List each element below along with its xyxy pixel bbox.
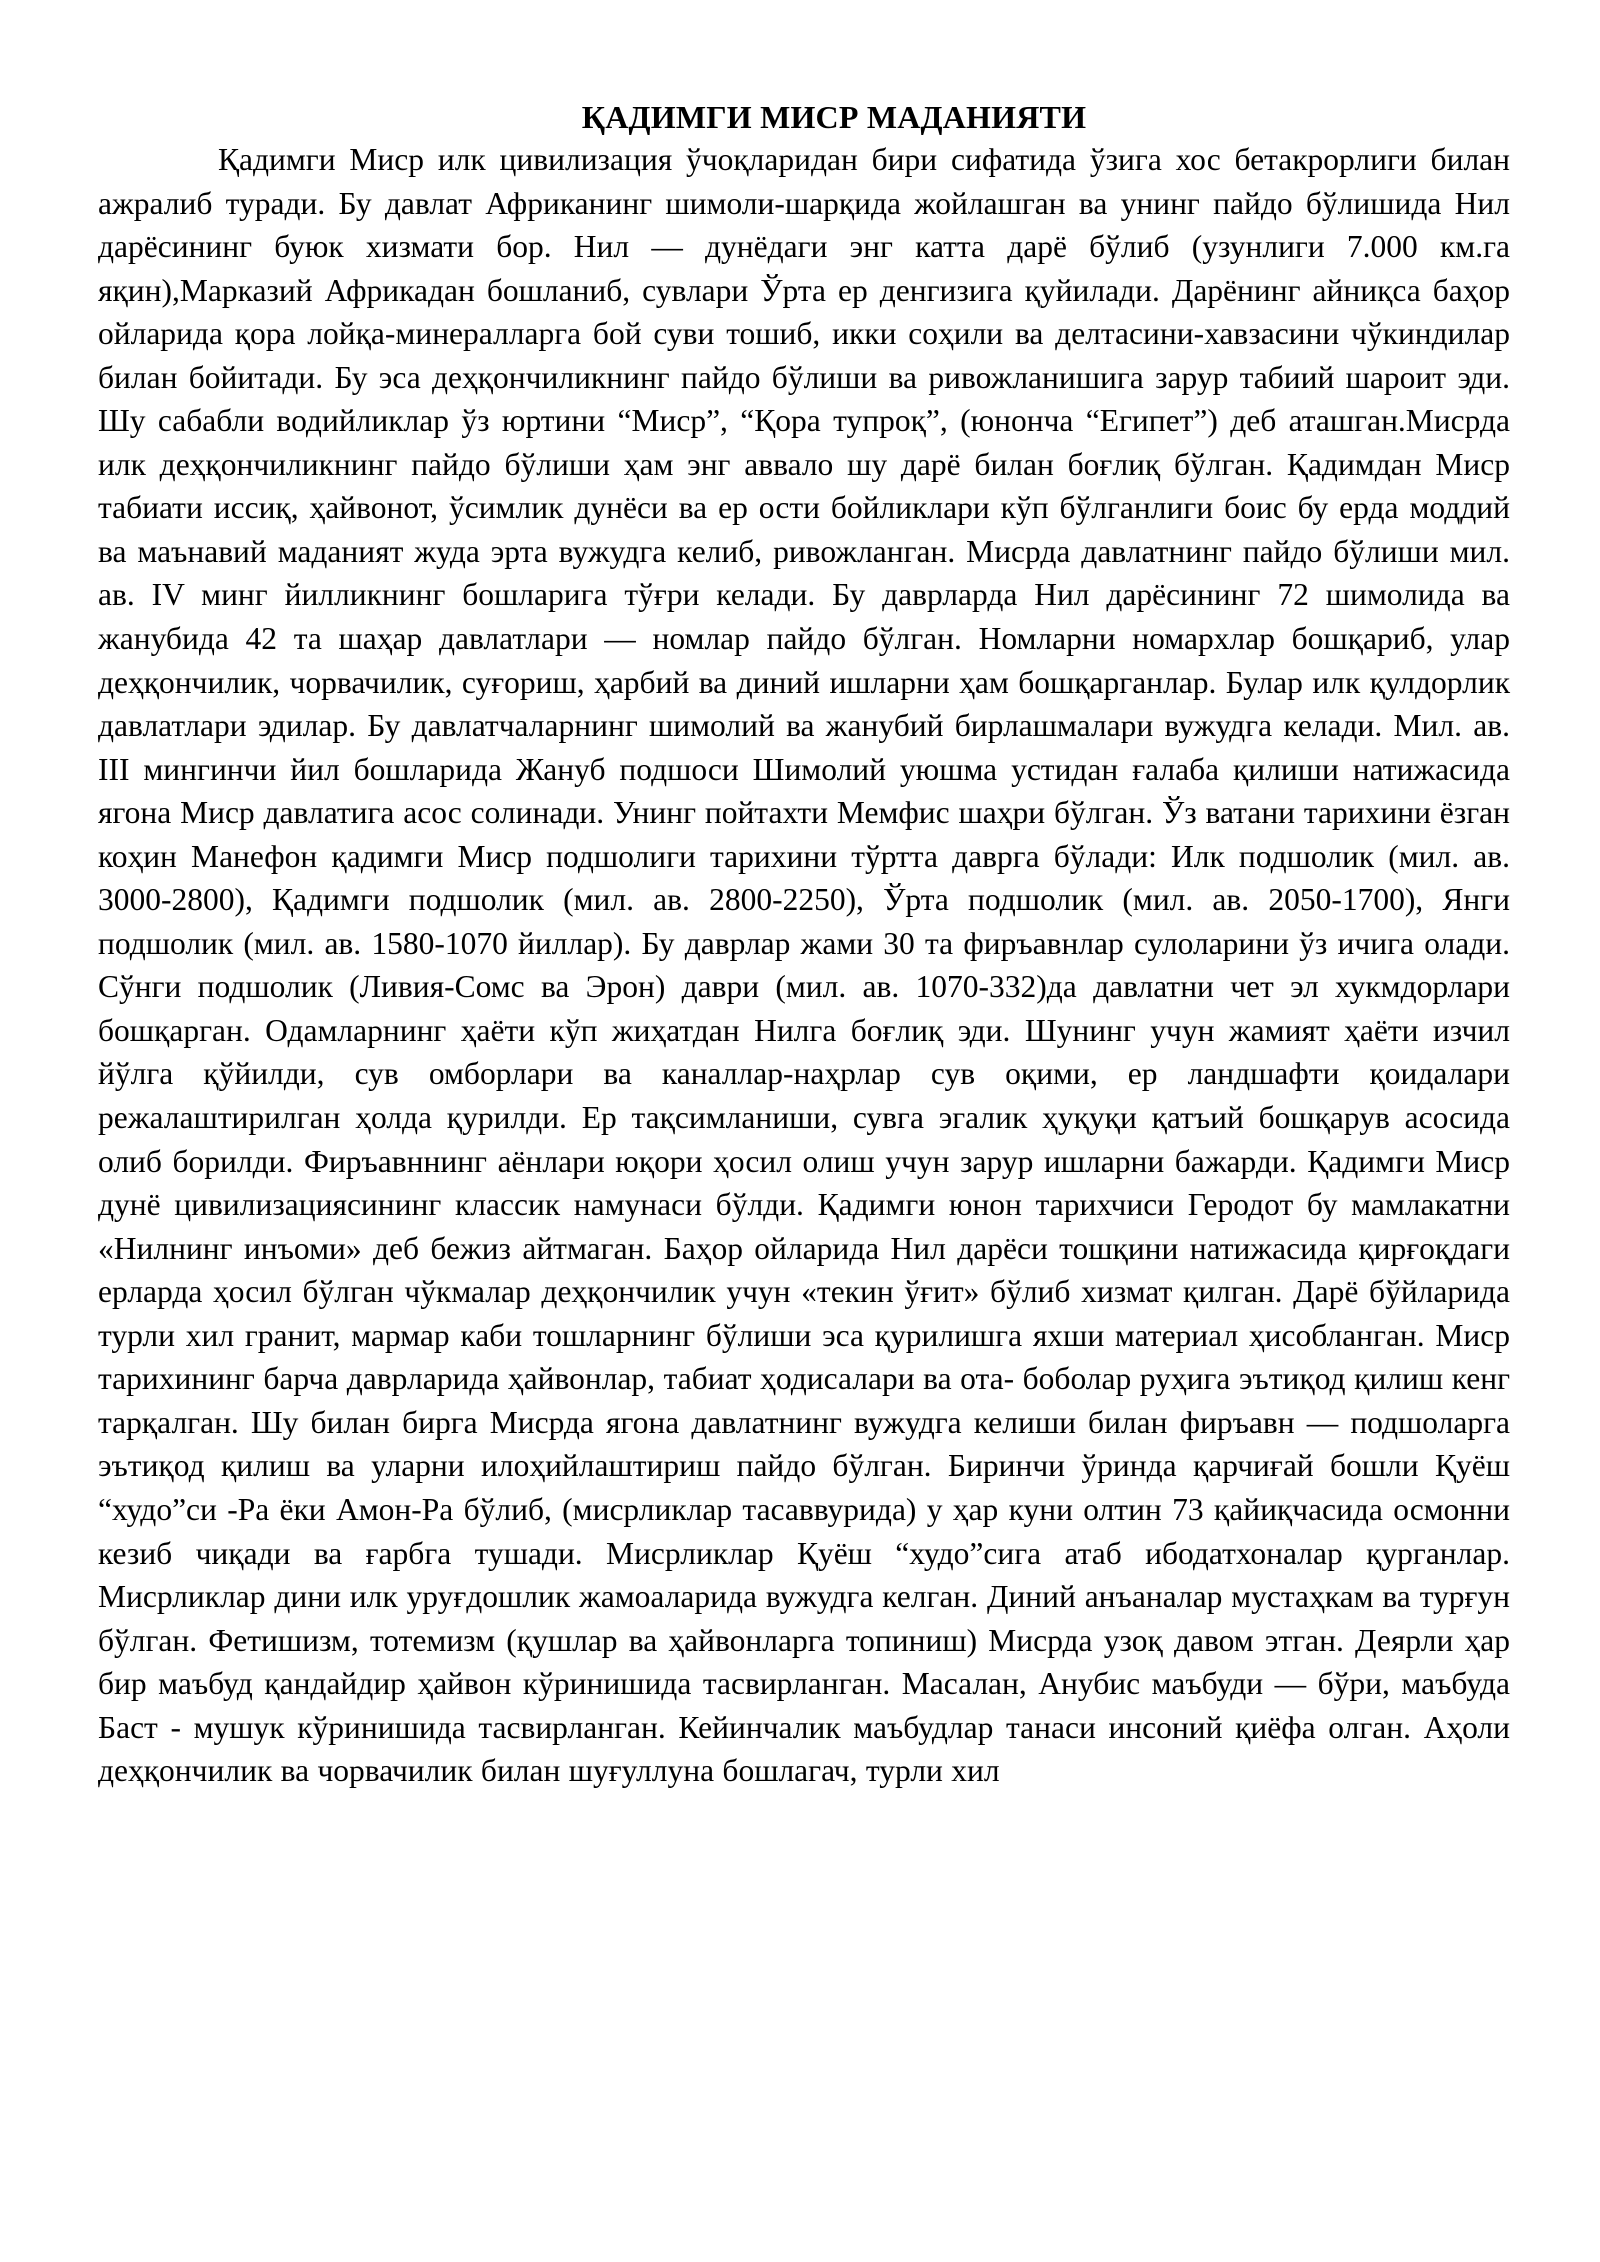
document-body-paragraph: Қадимги Миср илк цивилизация ўчоқларидан бири сифатида ўзига хос бетакрорлиги билан ажралиб туради. Бу давлат Африканинг шимоли-шарқида жойлашган ва унинг пайдо бўлишида Нил дарёсининг буюк хизмати бор. Нил — дунёдаги энг катта дарё бўлиб (узунлиги 7.000 км.га яқин),Марказий Африкадан бошланиб, сувлари Ўрта ер денгизига қуйилади. Дарёнинг айниқса баҳор ойларида қора лойқа-минералларга бой суви тошиб, икки соҳили ва делтасини-хавзасини чўкиндилар билан бойитади. Бу эса деҳқончиликнинг пайдо бўлиши ва ривожланишига зарур табиий шароит эди. Шу сабабли водийликлар ўз юртини “Миср”, “Қора тупроқ”, (юнонча “Египет”) деб аташган.Мисрда илк деҳқончиликнинг пайдо бўлиши ҳам энг аввало шу дарё билан боғлиқ бўлган. Қадимдан Миср табиати иссиқ, ҳайвонот, ўсимлик дунёси ва ер ости бойликлари кўп бўлганлиги боис бу ерда моддий ва маънавий маданият жуда эрта вужудга келиб, ривожланган. Мисрда давлатнинг пайдо бўлиши мил. ав. IV минг йилликнинг бошларига тўғри келади. Бу даврларда Нил дарёсининг 72 шимолида ва жанубида 42 та шаҳар давлатлари — номлар пайдо бўлган. Номларни номархлар бошқариб, улар деҳқончилик, чорвачилик, суғориш, ҳарбий ва диний ишларни ҳам бошқарганлар. Булар илк қулдорлик давлатлари эдилар. Бу давлатчаларнинг шимолий ва жанубий бирлашмалари вужудга келади. Мил. ав. III мингинчи йил бошларида Жануб подшоси Шимолий уюшма устидан ғалаба қилиши натижасида ягона Миср давлатига асос солинади. Унинг пойтахти Мемфис шаҳри бўлган. Ўз ватани тарихини ёзган коҳин Манефон қадимги Миср подшолиги тарихини тўртта даврга бўлади: Илк подшолик (мил. ав. 3000-2800), Қадимги подшолик (мил. ав. 2800-2250), Ўрта подшолик (мил. ав. 2050-1700), Янги подшолик (мил. ав. 1580-1070 йиллар). Бу даврлар жами 30 та фиръавнлар сулоларини ўз ичига олади. Сўнги подшолик (Ливия-Сомс ва Эрон) даври (мил. ав. 1070-332)да давлатни чет эл хукмдорлари бошқарган. Одамларнинг ҳаёти кўп жиҳатдан Нилга боғлиқ эди. Шунинг учун жамият ҳаёти изчил йўлга қўйилди, сув омборлари ва каналлар-наҳрлар сув оқими, ер ландшафти қоидалари режалаштирилган ҳолда қурилди. Ер тақсимланиши, сувга эгалик ҳуқуқи қатъий бошқарув асосида олиб борилди. Фиръавннинг аёнлари юқори ҳосил олиш учун зарур ишларни бажарди. Қадимги Миср дунё цивилизациясининг классик намунаси бўлди. Қадимги юнон тарихчиси Геродот бу мамлакатни «Нилнинг инъоми» деб бежиз айтмаган. Баҳор ойларида Нил дарёси тошқини натижасида қирғоқдаги ерларда ҳосил бўлган чўкмалар деҳқончилик учун «текин ўғит» бўлиб хизмат қилган. Дарё бўйларида турли хил гранит, мармар каби тошларнинг бўлиши эса қурилишга яхши материал ҳисобланган. Миср тарихининг барча даврларида ҳайвонлар, табиат ҳодисалари ва ота- боболар руҳига эътиқод қилиш кенг тарқалган. Шу билан бирга Мисрда ягона давлатнинг вужудга келиши билан фиръавн — подшоларга эътиқод қилиш ва уларни илоҳийлаштириш пайдо бўлган. Биринчи ўринда қарчиғай бошли Қуёш “худо”си -Ра ёки Амон-Ра бўлиб, (мисрликлар тасаввурида) у ҳар куни олтин 73 қайиқчасида осмонни кезиб чиқади ва ғарбга тушади. Мисрликлар Қуёш “худо”сига атаб ибодатхоналар қурганлар. Мисрликлар дини илк уруғдошлик жамоаларида вужудга келган. Диний анъаналар мустаҳкам ва турғун бўлган. Фетишизм, тотемизм (қушлар ва ҳайвонларга топиниш) Мисрда узоқ давом этган. Деярли ҳар бир маъбуд қандайдир ҳайвон кўринишида тасвирланган. Масалан, Анубис маъбуди — бўри, маъбуда Баст - мушук кўринишида тасвирланган. Кейинчалик маъбудлар танаси инсоний қиёфа олган. Аҳоли деҳқончилик ва чорвачилик билан шуғуллуна бошлагач, турли хил	[98, 142, 1510, 1789]
document-title: ҚАДИМГИ МИСР МАДАНИЯТИ	[581, 99, 1087, 135]
document-page	[98, 96, 1510, 1793]
